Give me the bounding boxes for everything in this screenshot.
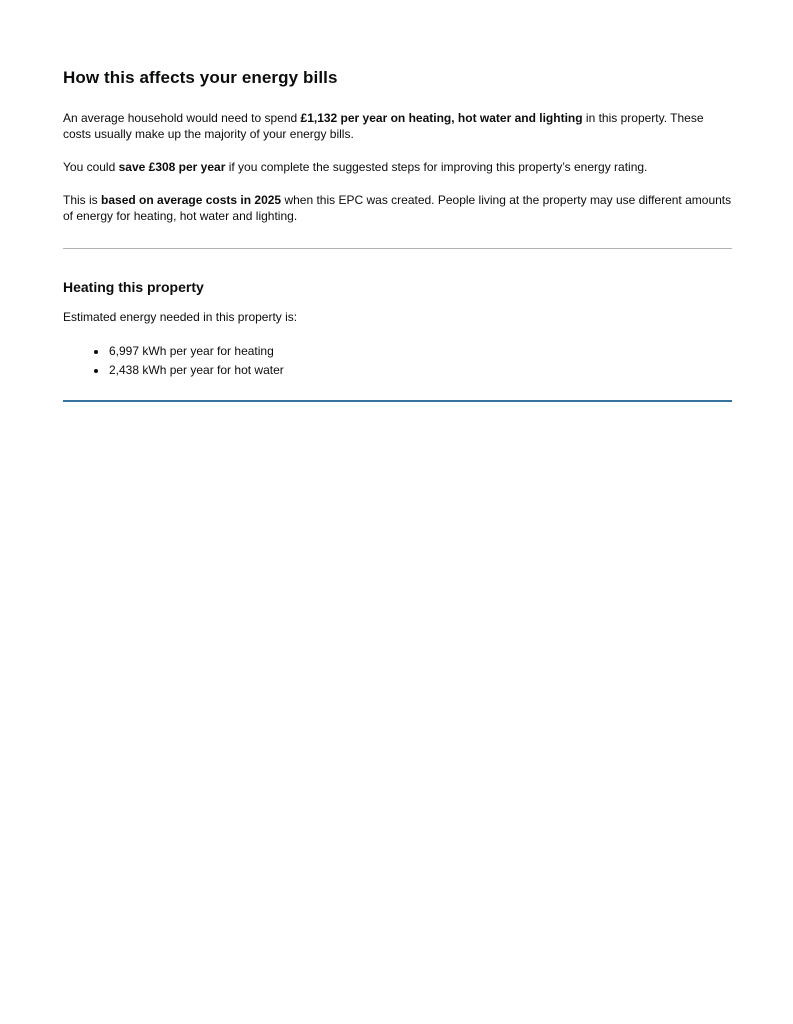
list-item-heating-energy: • 6,997 kWh per year for heating xyxy=(108,342,732,361)
section-divider-blue xyxy=(63,400,732,402)
average-cost-text-post: in this property. These costs usually make up the majority of your energy bills. xyxy=(63,111,704,141)
potential-saving-paragraph xyxy=(63,159,732,175)
average-cost-amount: £1,132 per year on heating, hot water and lighting xyxy=(300,111,583,125)
cost-basis-year: based on average costs in 2025 xyxy=(101,193,282,207)
energy-bills-section-heading: How this affects your energy bills xyxy=(63,68,338,87)
average-cost-paragraph xyxy=(63,110,732,142)
cost-basis-text-pre: This is xyxy=(63,193,102,207)
potential-saving-text-post: if you complete the suggested steps for improving this property’s energy rating. xyxy=(225,160,648,174)
estimated-energy-intro: Estimated energy needed in this property is: xyxy=(63,310,298,324)
energy-needs-list xyxy=(63,342,732,380)
potential-saving-text-pre: You could xyxy=(63,160,119,174)
list-item-hot-water-energy: • 2,438 kWh per year for hot water xyxy=(108,361,732,380)
average-cost-text-pre: An average household would need to spend xyxy=(63,111,301,125)
page-content xyxy=(0,0,793,402)
cost-basis-paragraph xyxy=(63,192,732,224)
potential-saving-amount: save £308 per year xyxy=(118,160,226,174)
cost-basis-text-post: when this EPC was created. People living at the property may use different amounts of energy for heating, hot water and lighting. xyxy=(63,193,732,223)
section-divider-gray xyxy=(63,248,732,249)
heating-section-heading: Heating this property xyxy=(63,279,204,295)
